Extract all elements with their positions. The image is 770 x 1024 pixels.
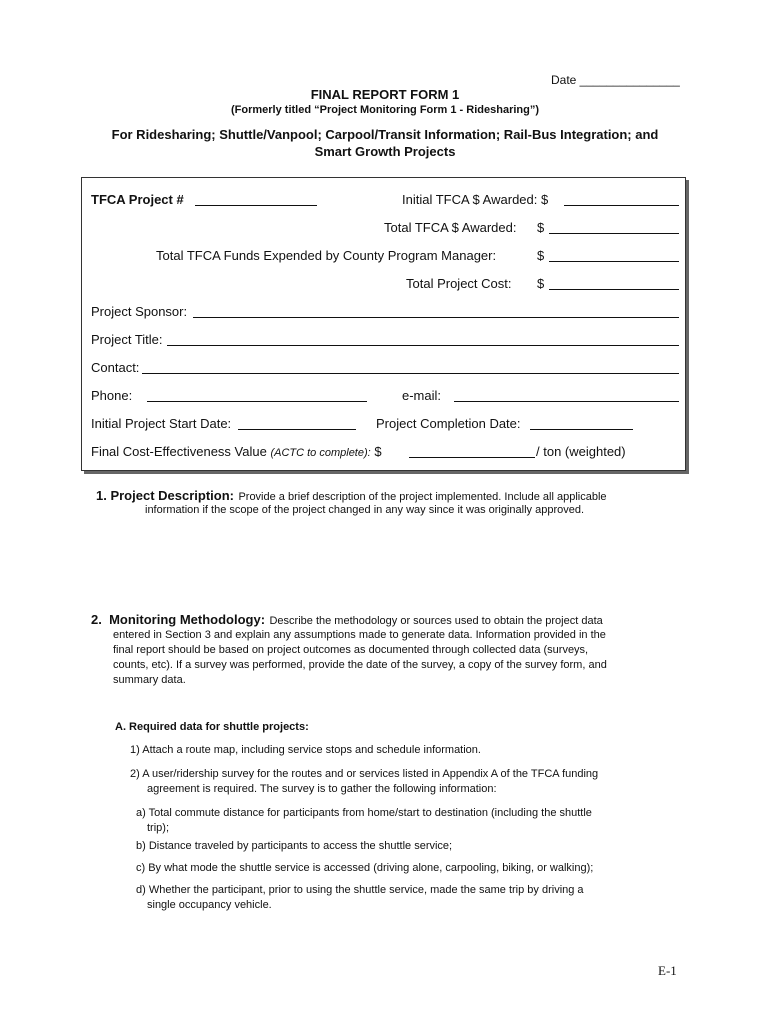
completion-date-field[interactable]	[530, 417, 633, 430]
tfca-project-number-field[interactable]	[195, 193, 317, 206]
total-awarded-field[interactable]	[549, 221, 679, 234]
section-2-title: 2. Monitoring Methodology:	[91, 612, 266, 627]
phone-label: Phone:	[91, 388, 133, 403]
tfca-project-number-label: TFCA Project #	[91, 192, 184, 207]
total-expended-dollar: $	[537, 248, 545, 263]
email-label: e-mail:	[402, 388, 442, 403]
completion-date-label: Project Completion Date:	[376, 416, 521, 431]
phone-field[interactable]	[147, 389, 367, 402]
total-awarded-label: Total TFCA $ Awarded:	[384, 220, 517, 235]
section-2-line1: Describe the methodology or sources used to obtain the project data	[269, 615, 603, 627]
sponsor-field[interactable]	[193, 305, 679, 318]
list-item-2-line1: 2) A user/ridership survey for the routes and or services listed in Appendix A of the TFCA funding	[130, 768, 599, 780]
cost-effectiveness-label: Final Cost-Effectiveness Value	[91, 444, 267, 459]
section-1-line2: information if the scope of the project changed in any way since it was originally approved.	[145, 504, 585, 516]
sponsor-label: Project Sponsor:	[91, 304, 188, 319]
cost-effectiveness-row	[91, 444, 382, 459]
section-2-line3: final report should be based on project outcomes as documented through collected data (surveys,	[113, 644, 589, 656]
initial-awarded-field[interactable]	[564, 193, 679, 206]
form-title: FINAL REPORT FORM 1	[310, 87, 460, 102]
section-2-body	[113, 628, 693, 688]
cost-effectiveness-dollar: $	[374, 444, 382, 459]
subsection-a-title: A. Required data for shuttle projects:	[115, 721, 309, 733]
list-item-1: 1) Attach a route map, including service stops and schedule information.	[130, 744, 481, 756]
section-2-heading	[91, 611, 603, 629]
email-field[interactable]	[454, 389, 679, 402]
start-date-label: Initial Project Start Date:	[91, 416, 232, 431]
list-subitem-b: b) Distance traveled by participants to access the shuttle service;	[136, 840, 453, 852]
form-heading	[60, 126, 710, 160]
total-expended-field[interactable]	[549, 249, 679, 262]
section-2-line2: entered in Section 3 and explain any assumptions made to generate data. Information provided in the	[113, 629, 606, 641]
section-1-line1: Provide a brief description of the project implemented. Include all applicable	[238, 491, 607, 503]
section-2-line4: counts, etc). If a survey was performed, provide the date of the survey, a copy of the survey form, and	[113, 659, 607, 671]
list-subitem-a-line1: a) Total commute distance for participants from home/start to destination (including the shuttle	[136, 807, 592, 819]
total-expended-label: Total TFCA Funds Expended by County Program Manager:	[156, 248, 497, 263]
cost-effectiveness-unit: / ton (weighted)	[536, 444, 626, 459]
total-awarded-dollar: $	[537, 220, 545, 235]
section-2-line5: summary data.	[113, 674, 186, 686]
form-heading-line2: Smart Growth Projects	[314, 144, 456, 159]
cost-effectiveness-field[interactable]	[409, 445, 535, 458]
list-subitem-d-line2: single occupancy vehicle.	[147, 899, 272, 911]
total-cost-label: Total Project Cost:	[406, 276, 512, 291]
contact-field[interactable]	[142, 361, 679, 374]
cost-effectiveness-note: (ACTC to complete):	[270, 447, 371, 459]
total-cost-dollar: $	[537, 276, 545, 291]
list-item-2-line2: agreement is required. The survey is to gather the following information:	[147, 783, 497, 795]
section-1-heading	[96, 487, 607, 505]
project-title-field[interactable]	[167, 333, 679, 346]
project-title-label: Project Title:	[91, 332, 163, 347]
total-cost-field[interactable]	[549, 277, 679, 290]
list-subitem-c: c) By what mode the shuttle service is accessed (driving alone, carpooling, biking, or walking);	[136, 862, 594, 874]
form-heading-line1: For Ridesharing; Shuttle/Vanpool; Carpool/Transit Information; Rail-Bus Integration; and	[111, 127, 659, 142]
start-date-field[interactable]	[238, 417, 356, 430]
date-field[interactable]: Date _______________	[551, 73, 680, 87]
form-subtitle: (Formerly titled “Project Monitoring Form 1 - Ridesharing”)	[230, 104, 540, 116]
page-number: E-1	[658, 963, 677, 978]
list-subitem-a-line2: trip);	[147, 822, 169, 834]
initial-awarded-label: Initial TFCA $ Awarded: $	[402, 192, 549, 207]
section-1-title: 1. Project Description:	[96, 488, 234, 503]
list-subitem-d-line1: d) Whether the participant, prior to using the shuttle service, made the same trip by driving a	[136, 884, 584, 896]
contact-label: Contact:	[91, 360, 140, 375]
